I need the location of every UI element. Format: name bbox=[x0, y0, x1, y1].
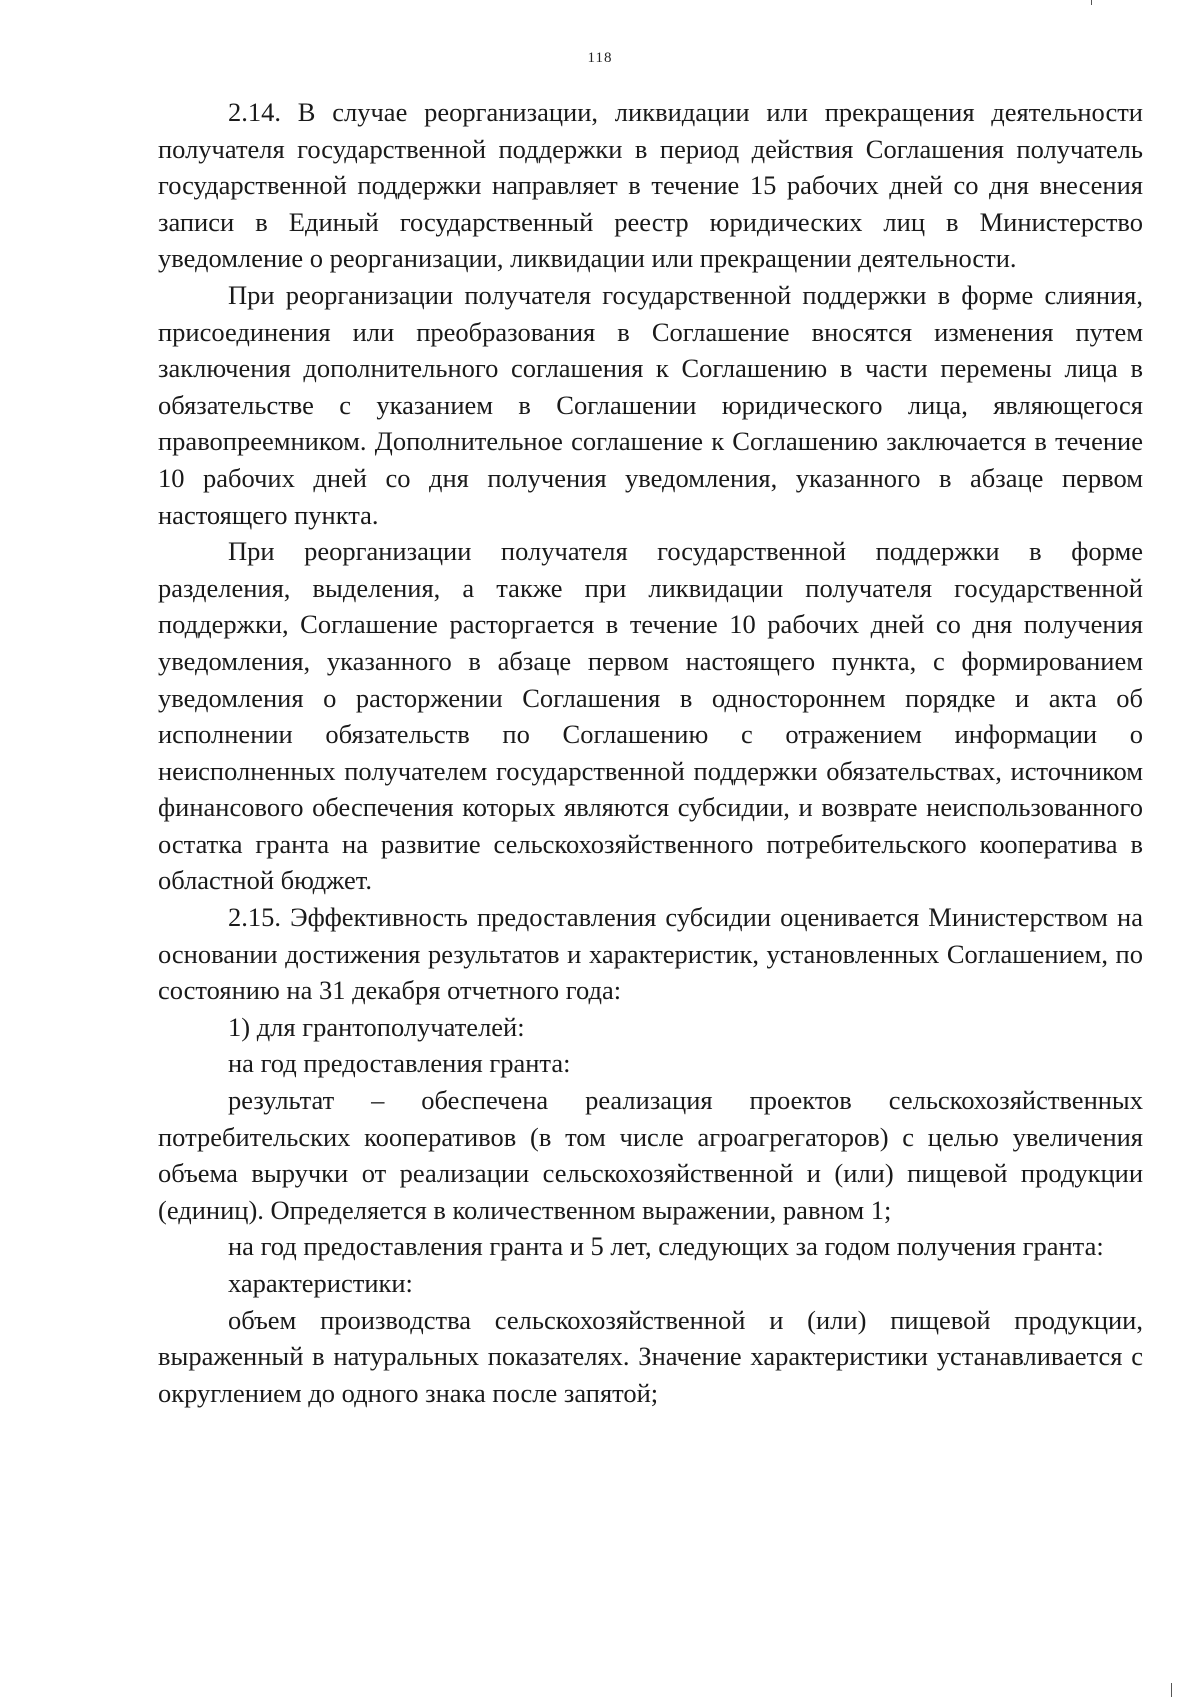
page-number: 118 bbox=[587, 50, 613, 66]
paragraph-production-volume: объем производства сельскохозяйственной и (или) пищевой продукции, выраженный в натуральных показателях. Значение характеристики устанавливается с округлением до одного знака после запятой; bbox=[158, 1304, 1143, 1408]
scan-artifact-mark bbox=[1171, 1683, 1172, 1697]
paragraph-2-15: 2.15. Эффективность предоставления субсидии оценивается Министерством на основании достижения результатов и характеристик, установленных Соглашением, по состоянию на 31 декабря отчетного года: bbox=[158, 902, 1143, 1006]
paragraph-result: результат – обеспечена реализация проектов сельскохозяйственных потребительских кооперативов (в том числе агроагрегаторов) с целью увеличения объема выручки от реализации сельскохозяйственной и (или) пищевой продукции (единиц). Определяется в количественном выражении, равном 1; bbox=[158, 1085, 1143, 1225]
list-item-grant-recipients: 1) для грантополучателей: bbox=[228, 1011, 525, 1042]
paragraph-grant-year: на год предоставления гранта: bbox=[228, 1048, 571, 1079]
paragraph-reorganization-merger: При реорганизации получателя государственной поддержки в форме слияния, присоединения или преобразования в Соглашение вносятся изменения путем заключения дополнительного соглашения к Соглашению в части перемены лица в обязательстве с указанием в Соглашении юридического лица, являющегося правопреемником. Дополнительное соглашение к Соглашению заключается в течение 10 рабочих дней со дня получения уведомления, указанного в абзаце первом настоящего пункта. bbox=[158, 279, 1143, 530]
scan-artifact-mark bbox=[1091, 0, 1092, 5]
paragraph-reorganization-division: При реорганизации получателя государственной поддержки в форме разделения, выделения, а также при ликвидации получателя государственной поддержки, Соглашение расторгается в течение 10 рабочих дней со дня получения уведомления, указанного в абзаце первом настоящего пункта, с формированием уведомления о расторжении Соглашения в одностороннем порядке и акта об исполнении обязательств по Соглашению с отражением информации о неисполненных получателем государственной поддержки обязательствах, источником финансового обеспечения которых являются субсидии, и возврате неиспользованного остатка гранта на развитие сельскохозяйственного потребительского кооператива в областной бюджет. bbox=[158, 536, 1143, 896]
paragraph-grant-year-plus-5: на год предоставления гранта и 5 лет, следующих за годом получения гранта: bbox=[228, 1231, 1104, 1262]
paragraph-2-14: 2.14. В случае реорганизации, ликвидации или прекращения деятельности получателя государственной поддержки в период действия Соглашения получатель государственной поддержки направляет в течение 15 рабочих дней со дня внесения записи в Единый государственный реестр юридических лиц в Министерство уведомление о реорганизации, ликвидации или прекращении деятельности. bbox=[158, 97, 1143, 274]
document-body bbox=[158, 94, 1143, 1411]
paragraph-characteristics-heading: характеристики: bbox=[228, 1268, 413, 1298]
